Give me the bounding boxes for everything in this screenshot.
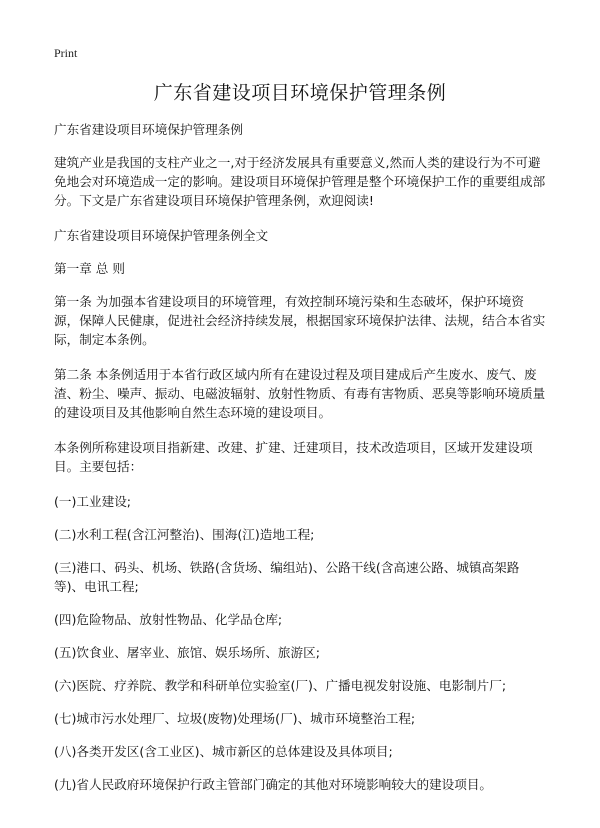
chapter-heading: 第一章 总 则 (54, 261, 125, 276)
scope-intro: 本条例所称建设项目指新建、改建、扩建、迁建项目，技术改造项目，区域开发建设项目。主要包括： (54, 440, 533, 474)
list-item: (三)港口、码头、机场、铁路(含货场、编组站)、公路干线(含高速公路、城镇高架路等)、电讯工程; (54, 560, 520, 594)
article-2: 第二条 本条例适用于本省行政区域内所有在建设过程及项目建成后产生废水、废气、废渣、粉尘、噪声、振动、电磁波辐射、放射性物质、有毒有害物质、恶臭等影响环境质量的建设项目及其他影响自然生态环境的建设项目。 (54, 367, 546, 420)
list-item: (一)工业建设; (54, 494, 132, 509)
list-item: (六)医院、疗养院、教学和科研单位实验室(厂)、广播电视发射设施、电影制片厂; (54, 678, 507, 693)
list-item: (四)危险物品、放射性物品、化学品仓库; (54, 612, 283, 627)
document-body (54, 120, 548, 808)
list-item: (五)饮食业、屠宰业、旅馆、娱乐场所、旅游区; (54, 645, 320, 660)
intro-paragraph: 建筑产业是我国的支柱产业之一,对于经济发展具有重要意义,然而人类的建设行为不可避免地会对环境造成一定的影响。建设项目环境保护管理是整个环境保护工作的重要组成部分。下文是广东省建设项目环境保护管理条例，欢迎阅读! (54, 155, 546, 208)
list-item: (八)各类开发区(含工业区)、城市新区的总体建设及具体项目; (54, 744, 393, 759)
list-item: (二)水利工程(含江河整治)、围海(江)造地工程; (54, 527, 315, 542)
list-item: (七)城市污水处理厂、垃圾(废物)处理场(厂)、城市环境整治工程; (54, 711, 416, 726)
document-title: 广东省建设项目环境保护管理条例 (153, 82, 447, 104)
fulltext-heading: 广东省建设项目环境保护管理条例全文 (54, 228, 269, 243)
print-link[interactable]: Print (54, 46, 78, 60)
list-item: (九)省人民政府环境保护行政主管部门确定的其他对环境影响较大的建设项目。 (54, 777, 493, 792)
article-1: 第一条 为加强本省建设项目的环境管理，有效控制环境污染和生态破坏，保护环境资源，保障人民健康，促进社会经济持续发展，根据国家环境保护法律、法规，结合本省实际，制定本条例。 (54, 294, 546, 347)
document-subtitle: 广东省建设项目环境保护管理条例 (54, 122, 243, 137)
